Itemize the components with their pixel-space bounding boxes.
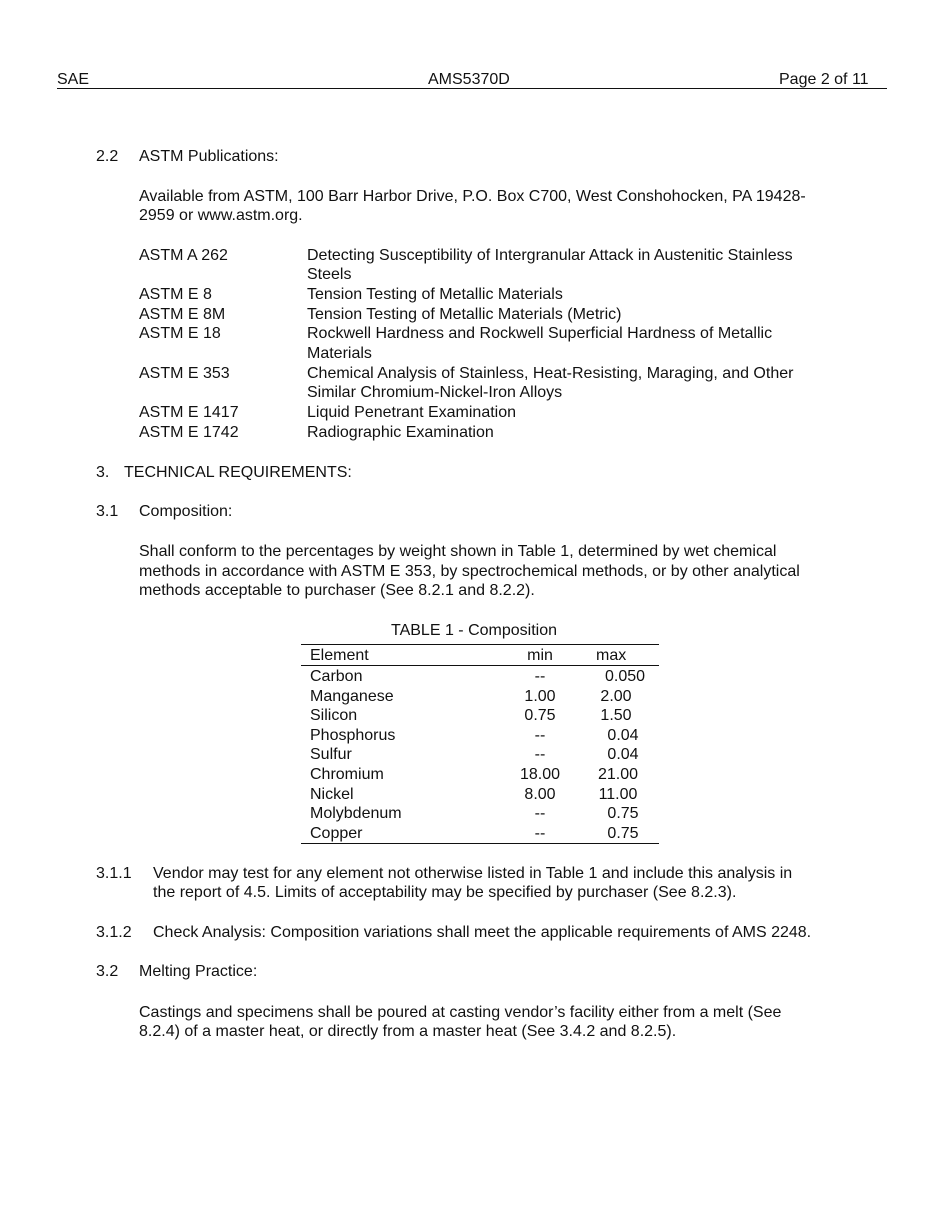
table-cell-element: Nickel (310, 786, 354, 803)
table-cell-min: -- (534, 727, 546, 744)
section-2-2-intro-line-2: 2959 or www.astm.org. (139, 207, 303, 224)
reference-title: Detecting Susceptibility of Intergranular Attack in Austenitic Stainless (307, 247, 793, 264)
header-rule (57, 88, 887, 89)
table-top-rule (301, 644, 659, 645)
reference-code: ASTM E 353 (139, 365, 230, 382)
table-cell-element: Manganese (310, 688, 394, 705)
table-cell-min: -- (534, 805, 546, 822)
table-caption: TABLE 1 - Composition (391, 622, 557, 639)
header-page-number: Page 2 of 11 (779, 71, 869, 88)
table-cell-min: 8.00 (524, 786, 556, 803)
reference-code: ASTM A 262 (139, 247, 228, 264)
table-cell-element: Silicon (310, 707, 358, 724)
table-cell-min: 18.00 (519, 766, 561, 783)
table-cell-max: 21.00 (597, 766, 639, 783)
section-3-1-1-line: the report of 4.5. Limits of acceptability may be specified by purchaser (See 8.2.3). (153, 884, 737, 901)
table-cell-element: Carbon (310, 668, 363, 685)
table-cell-max: 1.50 (600, 707, 632, 724)
section-2-2-intro-line-1: Available from ASTM, 100 Barr Harbor Drive, P.O. Box C700, West Conshohocken, PA 19428- (139, 188, 806, 205)
reference-code: ASTM E 1417 (139, 404, 239, 421)
table-cell-max: 0.75 (607, 805, 639, 822)
table-bottom-rule (301, 843, 659, 844)
table-cell-element: Phosphorus (310, 727, 396, 744)
section-3-1-para-line: Shall conform to the percentages by weight shown in Table 1, determined by wet chemical (139, 543, 777, 560)
reference-code: ASTM E 8M (139, 306, 226, 323)
reference-title: Rockwell Hardness and Rockwell Superficial Hardness of Metallic (307, 325, 773, 342)
section-3-1-1-number: 3.1.1 (96, 865, 132, 882)
section-3-1-title: Composition: (139, 503, 233, 520)
table-cell-min: 1.00 (524, 688, 556, 705)
reference-title-continued: Steels (307, 266, 352, 283)
section-3-1-para-line: methods acceptable to purchaser (See 8.2.1 and 8.2.2). (139, 582, 535, 599)
reference-title: Liquid Penetrant Examination (307, 404, 517, 421)
section-3-title: TECHNICAL REQUIREMENTS: (124, 464, 352, 481)
table-cell-max: 0.04 (607, 727, 639, 744)
table-cell-max: 0.75 (607, 825, 639, 842)
section-3-2-title: Melting Practice: (139, 963, 258, 980)
table-cell-max: 11.00 (598, 786, 638, 803)
section-3-1-para-line: methods in accordance with ASTM E 353, by spectrochemical methods, or by other analytical (139, 563, 800, 580)
reference-title-continued: Similar Chromium-Nickel-Iron Alloys (307, 384, 563, 401)
table-cell-element: Sulfur (310, 746, 352, 763)
reference-title: Radiographic Examination (307, 424, 494, 441)
reference-title: Tension Testing of Metallic Materials (Metric) (307, 306, 622, 323)
table-cell-max: 0.050 (604, 668, 646, 685)
section-2-2-number: 2.2 (96, 148, 119, 165)
table-cell-min: 0.75 (524, 707, 556, 724)
section-2-2-title: ASTM Publications: (139, 148, 279, 165)
reference-title: Tension Testing of Metallic Materials (307, 286, 563, 303)
table-cell-element: Chromium (310, 766, 384, 783)
reference-title-continued: Materials (307, 345, 372, 362)
table-cell-element: Copper (310, 825, 363, 842)
header-org: SAE (57, 71, 90, 88)
section-3-1-number: 3.1 (96, 503, 119, 520)
table-cell-max: 0.04 (607, 746, 639, 763)
table-cell-min: -- (534, 668, 546, 685)
header-doc-number: AMS5370D (428, 71, 510, 88)
table-cell-max: 2.00 (600, 688, 632, 705)
section-3-number: 3. (96, 464, 110, 481)
section-3-2-para-line: Castings and specimens shall be poured at casting vendor’s facility either from a melt (See (139, 1004, 782, 1021)
reference-code: ASTM E 1742 (139, 424, 239, 441)
table-header-rule (301, 665, 659, 666)
section-3-1-2-text: Check Analysis: Composition variations shall meet the applicable requirements of AMS 2248. (153, 924, 812, 941)
table-cell-min: -- (534, 825, 546, 842)
section-3-2-number: 3.2 (96, 963, 119, 980)
table-header-max: max (596, 647, 627, 664)
table-header-element: Element (310, 647, 369, 664)
reference-code: ASTM E 18 (139, 325, 221, 342)
table-cell-element: Molybdenum (310, 805, 402, 822)
table-header-min: min (527, 647, 553, 664)
section-3-1-1-line: Vendor may test for any element not otherwise listed in Table 1 and include this analysis in (153, 865, 793, 882)
reference-title: Chemical Analysis of Stainless, Heat-Resisting, Maraging, and Other (307, 365, 794, 382)
section-3-2-para-line: 8.2.4) of a master heat, or directly from a master heat (See 3.4.2 and 8.2.5). (139, 1023, 677, 1040)
reference-code: ASTM E 8 (139, 286, 212, 303)
section-3-1-2-number: 3.1.2 (96, 924, 132, 941)
table-cell-min: -- (534, 746, 546, 763)
